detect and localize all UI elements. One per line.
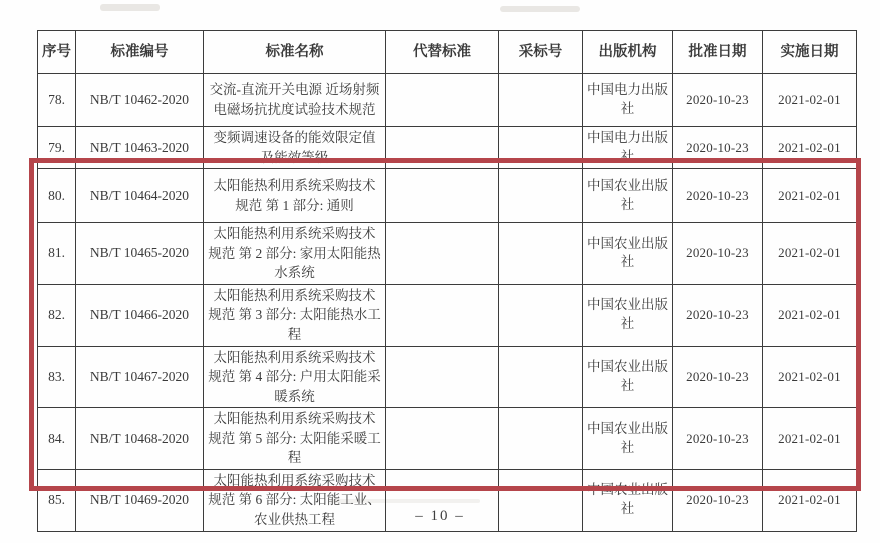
cell-publisher: 中国农业出版社 [583,469,673,531]
cell-standard-name: 太阳能热利用系统采购技术规范 第 5 部分: 太阳能采暖工程 [204,408,386,470]
cell-serial-number: 82. [38,284,76,346]
cell-implementation-date: 2021-02-01 [763,346,857,408]
cell-implementation-date: 2021-02-01 [763,74,857,127]
scan-artifact [100,4,160,11]
cell-standard-code: NB/T 10465-2020 [76,223,204,285]
cell-implementation-date: 2021-02-01 [763,223,857,285]
cell-replaced-standard [386,346,499,408]
cell-replaced-standard [386,74,499,127]
cell-implementation-date: 2021-02-01 [763,284,857,346]
cell-adoption-code [499,346,583,408]
cell-replaced-standard [386,284,499,346]
cell-standard-name: 变频调速设备的能效限定值及能效等级 [204,127,386,169]
cell-replaced-standard [386,169,499,223]
standards-table-wrapper [37,30,857,532]
cell-serial-number: 84. [38,408,76,470]
column-header-3: 代替标准 [386,31,499,74]
cell-replaced-standard [386,127,499,169]
column-header-7: 实施日期 [763,31,857,74]
table-row-highlighted [38,284,857,346]
cell-approval-date: 2020-10-23 [673,284,763,346]
cell-publisher: 中国农业出版社 [583,346,673,408]
cell-approval-date: 2020-10-23 [673,223,763,285]
cell-serial-number: 83. [38,346,76,408]
cell-standard-name: 太阳能热利用系统采购技术规范 第 3 部分: 太阳能热水工程 [204,284,386,346]
column-header-1: 标准编号 [76,31,204,74]
scan-artifact [500,6,580,12]
cell-publisher: 中国农业出版社 [583,408,673,470]
cell-standard-code: NB/T 10469-2020 [76,469,204,531]
cell-standard-name: 交流-直流开关电源 近场射频电磁场抗扰度试验技术规范 [204,74,386,127]
cell-implementation-date: 2021-02-01 [763,127,857,169]
table-row [38,74,857,127]
cell-standard-name: 太阳能热利用系统采购技术规范 第 2 部分: 家用太阳能热水系统 [204,223,386,285]
cell-standard-code: NB/T 10467-2020 [76,346,204,408]
cell-standard-name: 太阳能热利用系统采购技术规范 第 6 部分: 太阳能工业、农业供热工程 [204,469,386,531]
cell-adoption-code [499,223,583,285]
cell-approval-date: 2020-10-23 [673,408,763,470]
cell-replaced-standard [386,408,499,470]
column-header-4: 采标号 [499,31,583,74]
cell-standard-name: 太阳能热利用系统采购技术规范 第 1 部分: 通则 [204,169,386,223]
page-number: – 10 – [415,508,465,524]
column-header-6: 批准日期 [673,31,763,74]
cell-serial-number: 79. [38,127,76,169]
cell-adoption-code [499,127,583,169]
cell-serial-number: 80. [38,169,76,223]
table-header-row [38,31,857,74]
column-header-2: 标准名称 [204,31,386,74]
table-row-highlighted [38,408,857,470]
table-row-highlighted [38,169,857,223]
cell-serial-number: 85. [38,469,76,531]
cell-standard-code: NB/T 10463-2020 [76,127,204,169]
table-body [38,74,857,532]
column-header-5: 出版机构 [583,31,673,74]
cell-implementation-date: 2021-02-01 [763,169,857,223]
column-header-0: 序号 [38,31,76,74]
cell-standard-code: NB/T 10466-2020 [76,284,204,346]
cell-implementation-date: 2021-02-01 [763,469,857,531]
cell-standard-code: NB/T 10464-2020 [76,169,204,223]
cell-approval-date: 2020-10-23 [673,169,763,223]
cell-publisher: 中国农业出版社 [583,223,673,285]
table-header [38,31,857,74]
cell-publisher: 中国电力出版社 [583,127,673,169]
cell-approval-date: 2020-10-23 [673,469,763,531]
cell-adoption-code [499,408,583,470]
table-row [38,127,857,169]
cell-publisher: 中国农业出版社 [583,284,673,346]
cell-serial-number: 81. [38,223,76,285]
cell-adoption-code [499,284,583,346]
cell-approval-date: 2020-10-23 [673,127,763,169]
table-row-highlighted [38,346,857,408]
cell-adoption-code [499,169,583,223]
cell-approval-date: 2020-10-23 [673,74,763,127]
cell-standard-name: 太阳能热利用系统采购技术规范 第 4 部分: 户用太阳能采暖系统 [204,346,386,408]
standards-table [37,30,857,532]
cell-publisher: 中国电力出版社 [583,74,673,127]
cell-approval-date: 2020-10-23 [673,346,763,408]
cell-standard-code: NB/T 10462-2020 [76,74,204,127]
cell-replaced-standard [386,223,499,285]
table-row-highlighted [38,223,857,285]
cell-implementation-date: 2021-02-01 [763,408,857,470]
cell-standard-code: NB/T 10468-2020 [76,408,204,470]
cell-publisher: 中国农业出版社 [583,169,673,223]
cell-serial-number: 78. [38,74,76,127]
cell-adoption-code [499,74,583,127]
